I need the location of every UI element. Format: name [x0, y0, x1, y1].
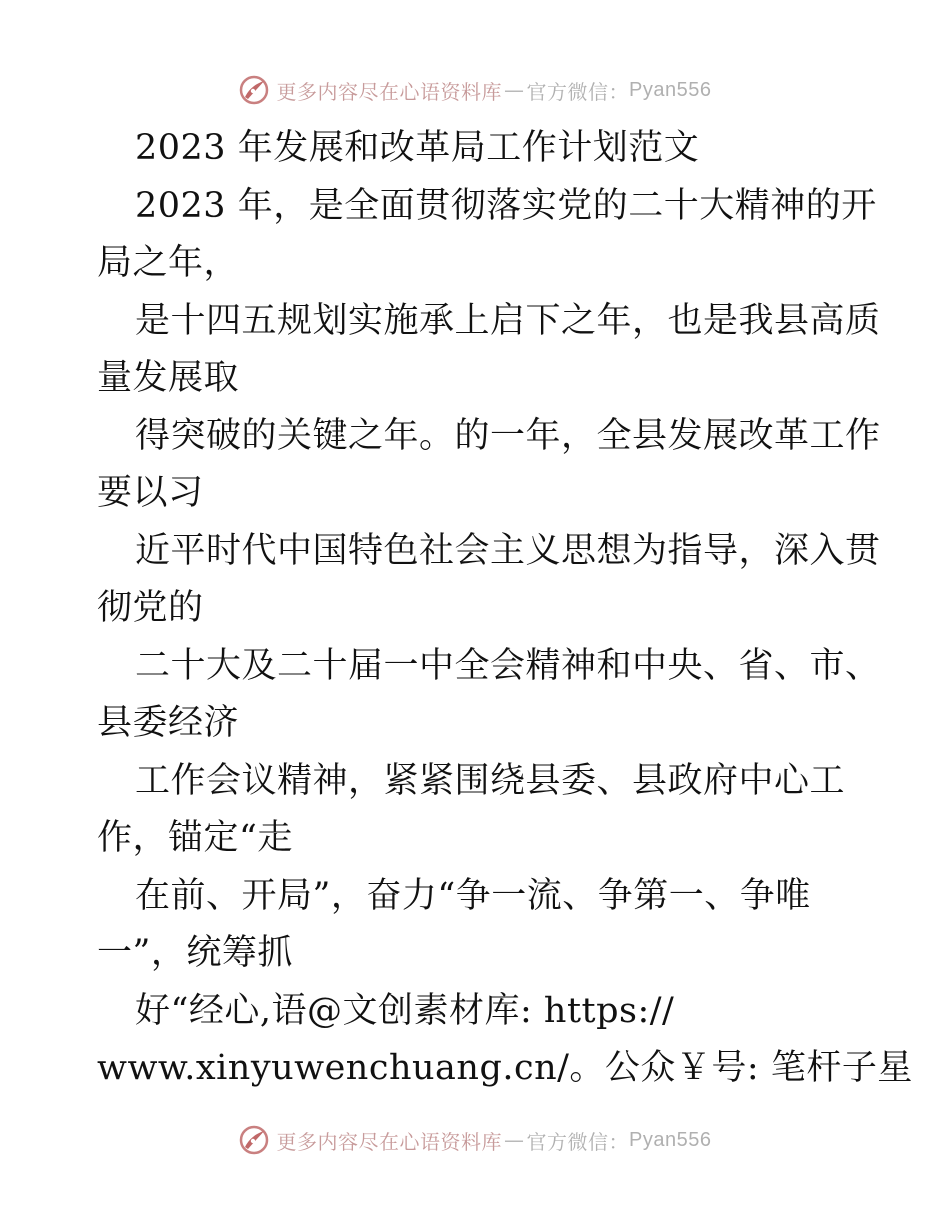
- watermark-official-label: 官方微信：: [526, 79, 630, 104]
- document-line: 县委经济: [97, 703, 240, 743]
- document-line: 好“经心,语@文创素材库: https://: [135, 990, 675, 1031]
- pen-logo-icon: [239, 75, 269, 105]
- document-line: www.xinyuwenchuang.cn/。公众￥号: 笔杆子星: [97, 1048, 913, 1088]
- header-watermark: [0, 70, 950, 110]
- watermark-wechat-id: Pyan556: [629, 1128, 712, 1151]
- watermark-dash: —: [504, 1128, 525, 1152]
- watermark-wechat-id: Pyan556: [629, 78, 712, 101]
- watermark-text: 更多内容尽在心语资料库: [276, 1129, 503, 1154]
- document-line: 局之年，: [97, 243, 240, 283]
- document-line: 在前、开局”，奋力“争一流、争第一、争唯: [135, 875, 811, 916]
- watermark-official-label: 官方微信：: [526, 1129, 630, 1154]
- document-line: 彻党的: [97, 588, 204, 628]
- document-line: 一”，统筹抓: [97, 933, 293, 973]
- document-line: 得突破的关键之年。的一年，全县发展改革工作: [135, 415, 881, 456]
- document-line: 工作会议精神，紧紧围绕县委、县政府中心工: [135, 760, 846, 801]
- document-line: 量发展取: [97, 358, 240, 398]
- document-line: 2023 年，是全面贯彻落实党的二十大精神的开: [135, 185, 877, 226]
- footer-watermark: [0, 1120, 950, 1160]
- document-line: 近平时代中国特色社会主义思想为指导，深入贯: [135, 530, 881, 571]
- document-title: 2023 年发展和改革局工作计划范文: [135, 128, 700, 168]
- document-line: 作，锚定“走: [97, 818, 293, 858]
- pen-logo-icon: [239, 1125, 269, 1155]
- watermark-dash: —: [504, 78, 525, 102]
- watermark-text: 更多内容尽在心语资料库: [276, 79, 503, 104]
- document-body: [97, 120, 913, 1098]
- document-line: 要以习: [97, 473, 204, 513]
- document-line: 二十大及二十届一中全会精神和中央、省、市、: [135, 645, 881, 686]
- document-line: 是十四五规划实施承上启下之年，也是我县高质: [135, 300, 881, 341]
